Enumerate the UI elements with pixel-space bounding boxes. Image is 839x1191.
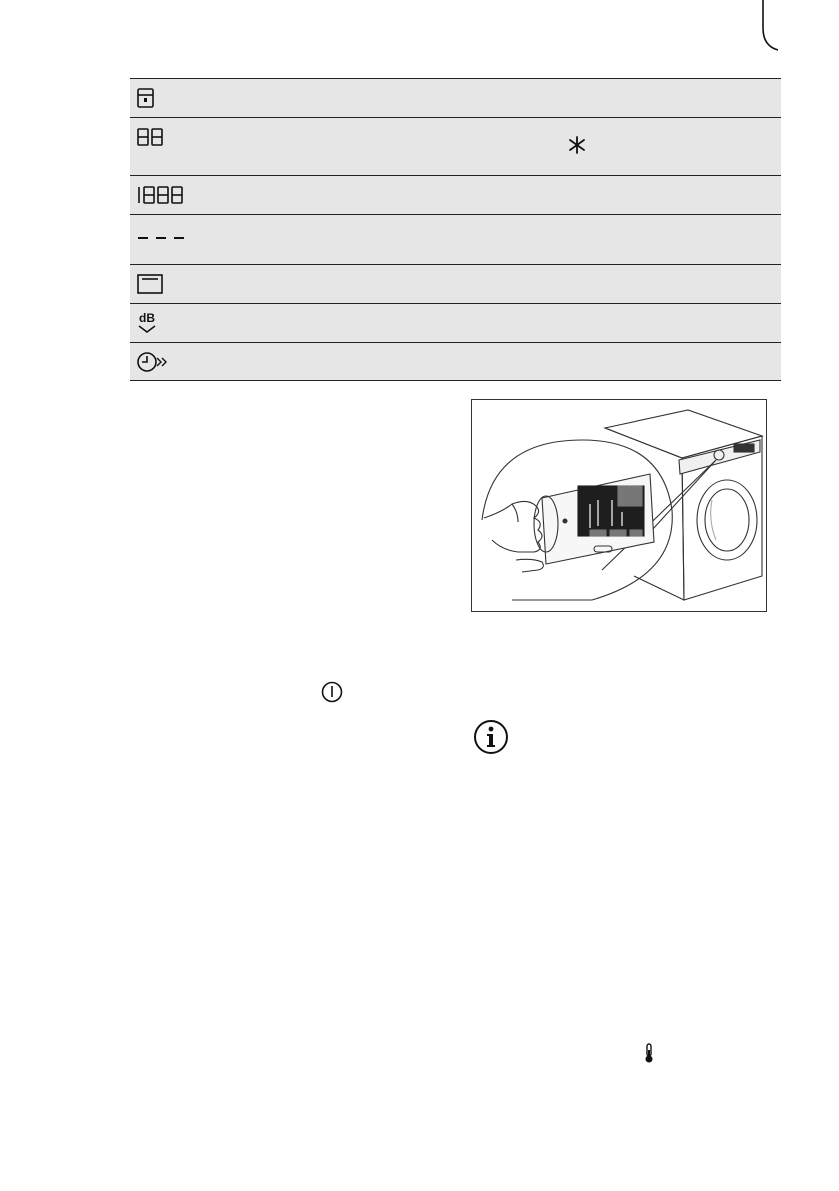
table-row [130,175,781,214]
delay-start-icon [136,350,170,374]
asterisk-icon [567,135,587,155]
power-icon [320,680,344,704]
illustration-drawing [472,400,767,612]
db-label: dB [139,311,155,325]
table-row [130,264,781,303]
washing-machine-illustration [471,399,767,612]
two-digit-display-icon [136,127,166,147]
db-sound-icon [136,310,162,336]
table-row [130,78,781,117]
info-icon [472,718,510,756]
table-row [130,303,781,342]
display-symbols-table [130,78,781,381]
table-row [130,117,781,175]
thermometer-icon [642,1042,656,1064]
table-row [130,214,781,264]
dashes-icon [136,231,192,245]
table-row [130,342,781,381]
drum-empty-icon [136,273,166,295]
door-lock-icon [136,87,156,109]
four-digit-display-icon [136,185,192,205]
